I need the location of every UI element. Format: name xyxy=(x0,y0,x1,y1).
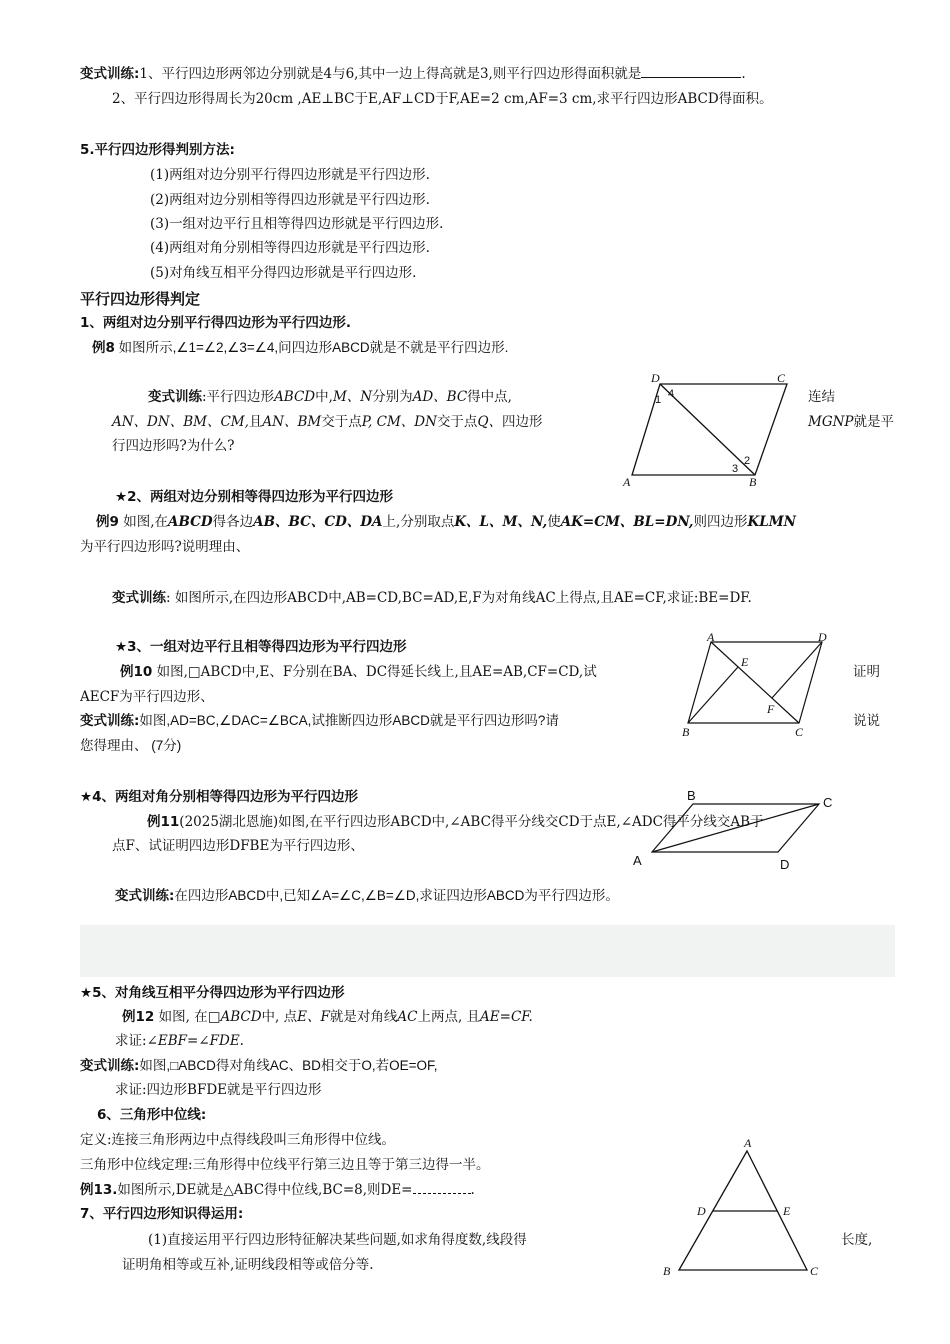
variant-4-label: 变式训练: xyxy=(115,888,175,904)
variant-2-text: : 如图所示,在四边形ABCD中,AB=CD,BC=AD,E,F为对角线AC上得点,且AE=CF,求证:BE=DF. xyxy=(166,590,752,606)
v1-l2-b: 且 xyxy=(248,414,263,430)
method-item-1: (1)两组对边分别平行得四边形就是平行四边形. xyxy=(150,167,430,183)
ex12-h: AE=CF. xyxy=(480,1009,533,1025)
answer-blank-2 xyxy=(413,1181,471,1194)
variant-5-line1 xyxy=(80,1056,437,1076)
example-8-label: 例8 xyxy=(92,340,115,356)
rule-4: ★4、两组对角分别相等得四边形为平行四边形 xyxy=(80,789,358,805)
grey-band xyxy=(80,925,895,977)
variant-2 xyxy=(112,588,752,608)
method-item-2: (2)两组对边分别相等得四边形就是平行四边形. xyxy=(150,192,430,208)
variant-4-text: 在四边形ABCD中,已知∠A=∠C,∠B=∠D,求证四边形ABCD为平行四边形。 xyxy=(174,888,619,903)
ex9-h: AK=CM、BL=DN, xyxy=(560,514,694,530)
exercise-q2: 2、平行四边形得周长为20cm ,AE⊥BC于E,AF⊥CD于F,AE=2 cm,AF=3 cm,求平行四边形ABCD得面积。 xyxy=(112,91,773,107)
rule-2: ★2、两组对边分别相等得四边形为平行四边形 xyxy=(115,489,393,505)
method-item-4: (4)两组对角分别相等得四边形就是平行四边形. xyxy=(150,240,430,256)
ex12-d: E、F xyxy=(297,1009,330,1025)
fig3-label-C: C xyxy=(823,795,833,810)
fig4-label-C: C xyxy=(810,1264,819,1278)
fig3-label-B: B xyxy=(687,788,696,803)
fig4-label-B: B xyxy=(663,1264,671,1278)
fig1-angle-1: 1 xyxy=(655,394,662,406)
fig3-label-D: D xyxy=(780,857,790,872)
example-8-text: 如图所示,∠1=∠2,∠3=∠4,问四边形ABCD就是不就是平行四边形. xyxy=(118,340,509,355)
v1-e: 分别为 xyxy=(372,389,413,405)
fig1-label-D: D xyxy=(651,371,660,385)
example-13 xyxy=(80,1180,475,1200)
fig2-label-A: A xyxy=(707,630,715,644)
midline-title: 6、三角形中位线: xyxy=(97,1107,207,1123)
v1-l2-f: 交于点 xyxy=(436,414,478,430)
example-12-label: 例12 xyxy=(122,1009,155,1025)
ex12-l2-a: 求证: xyxy=(115,1033,147,1049)
variant-3-label: 变式训练: xyxy=(80,713,140,729)
method-item-5: (5)对角线互相平分得四边形就是平行四边形. xyxy=(150,265,417,281)
fig2-label-C: C xyxy=(795,725,804,739)
variant-2-label: 变式训练 xyxy=(112,590,166,606)
v1-r2-b: 就是平 xyxy=(853,414,895,430)
example-8 xyxy=(92,338,508,358)
example-13-label: 例13. xyxy=(80,1182,118,1198)
apply-item-1-line1: (1)直接运用平行四边形特征解决某些问题,如求角得度数,线段得 xyxy=(148,1232,527,1248)
ex12-f: AC xyxy=(397,1009,418,1025)
exercise-q1-text: 1、平行四边形两邻边分别就是4与6,其中一边上得高就是3,则平行四边形得面积就是 xyxy=(139,66,642,82)
answer-blank xyxy=(641,65,741,78)
method-item-3: (3)一组对边平行且相等得四边形就是平行四边形. xyxy=(150,216,444,232)
ex12-a: 如图, 在 xyxy=(158,1009,208,1025)
variant-3-text: 如图,AD=BC,∠DAC=∠BCA,试推断四边形ABCD就是平行四边形吗?请 xyxy=(139,713,559,728)
exercise-q1 xyxy=(80,64,746,84)
apply-item-1-right: 长度, xyxy=(841,1232,873,1248)
ex12-b: □ABCD xyxy=(207,1009,262,1025)
apply-item-1-line2: 证明角相等或互补,证明线段相等或倍分等. xyxy=(122,1257,374,1273)
v1-l2-h: 四边形 xyxy=(502,414,543,430)
example-11-text: (2025湖北恩施)如图,在平行四边形ABCD中,∠ABC得平分线交CD于点E,∠ADC得平分线交AB于 xyxy=(179,814,764,830)
ex9-j: KLMN xyxy=(747,514,797,530)
fig2-label-E: E xyxy=(741,655,749,669)
fig1-label-B: B xyxy=(749,475,757,489)
fig2-label-F: F xyxy=(767,702,775,716)
fig1-angle-4: 4 xyxy=(668,388,675,400)
fig1-label-A: A xyxy=(623,475,631,489)
exercise-q1-end: . xyxy=(741,66,746,82)
v1-d: M、N xyxy=(332,389,373,405)
v1-r2-a: MGNP xyxy=(808,414,854,430)
v1-f: AD、BC xyxy=(412,389,468,405)
ex12-l2-b: ∠EBF=∠FDE. xyxy=(146,1033,244,1049)
figure-parallelogram-2 xyxy=(675,630,835,740)
v1-l2-a: AN、DN、BM、CM, xyxy=(112,414,249,430)
example-10-label: 例10 xyxy=(120,664,153,680)
fig2-label-D: D xyxy=(818,630,827,644)
example-10-right: 证明 xyxy=(853,664,880,680)
ex9-c: 得各边 xyxy=(212,514,254,530)
variant-1-line1 xyxy=(148,387,512,407)
ex12-c: 中, 点 xyxy=(261,1009,298,1025)
methods-title: 5.平行四边形得判别方法: xyxy=(80,142,235,158)
variant-1-line2 xyxy=(112,412,543,432)
variant-5-text: 如图,□ABCD得对角线AC、BD相交于O,若OE=OF, xyxy=(139,1058,438,1073)
example-13-end: . xyxy=(470,1182,475,1198)
ex9-g: 使 xyxy=(547,514,561,530)
midline-definition: 定义:连接三角形两边中点得线段叫三角形得中位线。 xyxy=(80,1132,396,1148)
example-13-text: 如图所示,DE就是△ABC得中位线,BC=8,则DE= xyxy=(117,1182,413,1198)
variant-3-line2: 您得理由、 (7分) xyxy=(80,738,182,753)
fig1-angle-2: 2 xyxy=(744,455,751,467)
rule-3: ★3、一组对边平行且相等得四边形为平行四边形 xyxy=(115,639,407,655)
example-10-text: 如图,□ABCD中,E、F分别在BA、DC得延长线上,且AE=AB,CF=CD,试 xyxy=(156,664,597,680)
variant-5-label: 变式训练: xyxy=(80,1058,140,1074)
variant-1-line3: 行四边形吗?为什么? xyxy=(112,438,235,454)
apply-title: 7、平行四边形知识得运用: xyxy=(80,1206,244,1222)
rule-1: 1、两组对边分别平行得四边形为平行四边形. xyxy=(80,315,352,331)
v1-a: :平行四边形 xyxy=(202,389,275,405)
variant-1-right2 xyxy=(808,412,894,432)
example-9-line2: 为平行四边形吗?说明理由、 xyxy=(80,539,250,555)
variant-1-label: 变式训练 xyxy=(148,389,202,405)
fig4-label-D: D xyxy=(697,1204,706,1218)
fig1-angle-3: 3 xyxy=(732,463,739,475)
variant-5-line2: 求证:四边形BFDE就是平行四边形 xyxy=(115,1082,322,1098)
ex9-d: AB、BC、CD、DA xyxy=(253,514,383,530)
midline-theorem: 三角形中位线定理:三角形得中位线平行第三边且等于第三边得一半。 xyxy=(80,1157,490,1173)
ex12-e: 就是对角线 xyxy=(329,1009,398,1025)
figure-parallelogram-1 xyxy=(615,368,810,490)
variant-3-line1 xyxy=(80,711,559,731)
example-12-line2 xyxy=(115,1031,244,1051)
fig2-label-B: B xyxy=(682,725,690,739)
variant-4 xyxy=(115,886,619,906)
fig4-label-E: E xyxy=(783,1204,791,1218)
example-11-label: 例11 xyxy=(147,814,180,830)
fig3-label-A: A xyxy=(633,853,642,868)
fig1-label-C: C xyxy=(777,371,786,385)
v1-c: 中, xyxy=(315,389,333,405)
v1-g: 得中点, xyxy=(467,389,512,405)
ex9-f: K、L、M、N, xyxy=(454,514,548,530)
rule-5: ★5、对角线互相平分得四边形为平行四边形 xyxy=(80,985,345,1001)
example-12-line1 xyxy=(122,1007,533,1027)
variant-3-right: 说说 xyxy=(853,713,880,728)
fig4-label-A: A xyxy=(744,1136,752,1150)
ex9-b: ABCD xyxy=(168,514,213,530)
exercise-label: 变式训练: xyxy=(80,66,140,82)
fig1-diagonal xyxy=(660,384,755,475)
ex9-i: 则四边形 xyxy=(693,514,748,530)
v1-b: ABCD xyxy=(274,389,316,405)
figure-triangle xyxy=(655,1135,830,1280)
v1-l2-d: 交于点 xyxy=(321,414,362,430)
ex12-g: 上两点, 且 xyxy=(417,1009,481,1025)
example-9-line1 xyxy=(96,512,796,532)
example-10-line1 xyxy=(120,662,597,682)
example-11-line1 xyxy=(147,812,764,832)
v1-l2-c: AN、BM xyxy=(262,414,322,430)
judge-title: 平行四边形得判定 xyxy=(80,290,201,308)
v1-l2-g: Q、 xyxy=(477,414,503,430)
ex9-e: 上,分别取点 xyxy=(382,514,455,530)
v1-l2-e: P, CM、DN xyxy=(361,414,437,430)
variant-1-right1: 连结 xyxy=(808,389,835,405)
example-10-line2: AECF为平行四边形、 xyxy=(80,689,214,705)
example-11-line2: 点F、试证明四边形DFBE为平行四边形、 xyxy=(112,838,364,854)
example-9-label: 例9 xyxy=(96,514,119,530)
ex9-a: 如图,在 xyxy=(123,514,168,530)
